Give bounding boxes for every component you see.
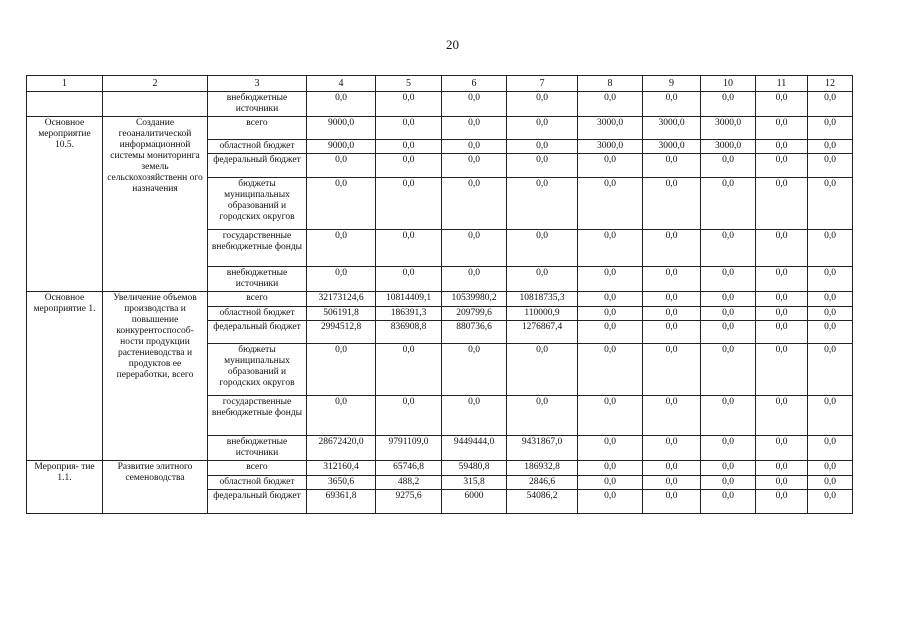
value-cell: 9000,0 (307, 140, 376, 154)
value-cell: 0,0 (756, 476, 808, 490)
value-cell: 110000,9 (507, 307, 578, 321)
value-cell: 0,0 (442, 154, 507, 178)
column-number: 5 (376, 76, 442, 92)
value-cell: 186932,8 (507, 461, 578, 476)
value-cell: 0,0 (442, 140, 507, 154)
value-cell: 10539980,2 (442, 292, 507, 307)
activity-number-cell: Основное мероприятие 10.5. (27, 117, 103, 292)
value-cell: 28672420,0 (307, 436, 376, 461)
value-cell: 0,0 (376, 178, 442, 230)
value-cell: 0,0 (442, 344, 507, 396)
value-cell: 0,0 (578, 321, 643, 344)
value-cell: 0,0 (376, 230, 442, 267)
value-cell: 0,0 (643, 92, 701, 117)
value-cell: 0,0 (808, 321, 853, 344)
value-cell: 0,0 (643, 436, 701, 461)
value-cell: 9000,0 (307, 117, 376, 140)
funding-source-cell: бюджеты муниципальных образований и городских округов (208, 178, 307, 230)
value-cell: 0,0 (643, 344, 701, 396)
value-cell: 9791109,0 (376, 436, 442, 461)
funding-source-cell: государственные внебюджетные фонды (208, 396, 307, 436)
funding-source-cell: областной бюджет (208, 307, 307, 321)
value-cell: 0,0 (808, 230, 853, 267)
value-cell: 0,0 (307, 267, 376, 292)
value-cell: 880736,6 (442, 321, 507, 344)
value-cell: 0,0 (442, 178, 507, 230)
value-cell: 0,0 (701, 92, 756, 117)
value-cell: 0,0 (643, 230, 701, 267)
funding-source-cell: областной бюджет (208, 476, 307, 490)
value-cell: 0,0 (808, 117, 853, 140)
value-cell: 69361,8 (307, 490, 376, 514)
column-number: 4 (307, 76, 376, 92)
value-cell: 0,0 (643, 490, 701, 514)
budget-table (26, 75, 853, 514)
value-cell: 0,0 (507, 344, 578, 396)
value-cell: 0,0 (507, 267, 578, 292)
value-cell: 3000,0 (643, 140, 701, 154)
value-cell: 0,0 (376, 267, 442, 292)
activity-name-cell: Развитие элитного семеноводства (103, 461, 208, 514)
funding-source-cell: всего (208, 292, 307, 307)
value-cell: 0,0 (756, 490, 808, 514)
activity-name-cell (103, 92, 208, 117)
value-cell: 0,0 (756, 307, 808, 321)
value-cell: 0,0 (643, 292, 701, 307)
funding-source-cell: всего (208, 461, 307, 476)
value-cell: 0,0 (442, 117, 507, 140)
value-cell: 9449444,0 (442, 436, 507, 461)
value-cell: 0,0 (507, 154, 578, 178)
value-cell: 0,0 (808, 344, 853, 396)
value-cell: 0,0 (578, 267, 643, 292)
funding-source-cell: бюджеты муниципальных образований и городских округов (208, 344, 307, 396)
value-cell: 0,0 (376, 344, 442, 396)
value-cell: 10818735,3 (507, 292, 578, 307)
value-cell: 0,0 (507, 178, 578, 230)
value-cell: 0,0 (808, 178, 853, 230)
value-cell: 0,0 (376, 154, 442, 178)
value-cell: 0,0 (756, 321, 808, 344)
value-cell: 0,0 (442, 267, 507, 292)
value-cell: 0,0 (701, 321, 756, 344)
value-cell: 0,0 (701, 396, 756, 436)
value-cell: 0,0 (808, 396, 853, 436)
table-row (27, 92, 853, 117)
column-number: 7 (507, 76, 578, 92)
column-number-row (27, 76, 853, 92)
value-cell: 0,0 (507, 230, 578, 267)
value-cell: 0,0 (756, 292, 808, 307)
value-cell: 0,0 (701, 461, 756, 476)
funding-source-cell: всего (208, 117, 307, 140)
value-cell: 0,0 (756, 436, 808, 461)
page-number: 20 (446, 37, 459, 52)
value-cell: 0,0 (756, 344, 808, 396)
value-cell: 0,0 (442, 92, 507, 117)
value-cell: 0,0 (643, 396, 701, 436)
value-cell: 1276867,4 (507, 321, 578, 344)
value-cell: 0,0 (808, 92, 853, 117)
value-cell: 0,0 (578, 230, 643, 267)
value-cell: 0,0 (307, 178, 376, 230)
table-row (27, 292, 853, 307)
column-number: 8 (578, 76, 643, 92)
value-cell: 3000,0 (643, 117, 701, 140)
value-cell: 0,0 (643, 178, 701, 230)
value-cell: 0,0 (578, 154, 643, 178)
value-cell: 0,0 (756, 267, 808, 292)
value-cell: 0,0 (307, 230, 376, 267)
table-row (27, 117, 853, 140)
value-cell: 0,0 (578, 461, 643, 476)
value-cell: 2846,6 (507, 476, 578, 490)
value-cell: 0,0 (808, 490, 853, 514)
value-cell: 0,0 (643, 154, 701, 178)
activity-name-cell: Создание геоаналитической информационной системы мониторинга земель сельскохозяйственн ого назначения (103, 117, 208, 292)
value-cell: 0,0 (578, 292, 643, 307)
value-cell: 0,0 (643, 461, 701, 476)
value-cell: 65746,8 (376, 461, 442, 476)
funding-source-cell: федеральный бюджет (208, 490, 307, 514)
column-number: 9 (643, 76, 701, 92)
value-cell: 0,0 (756, 178, 808, 230)
funding-source-cell: федеральный бюджет (208, 154, 307, 178)
value-cell: 0,0 (442, 396, 507, 436)
value-cell: 0,0 (701, 154, 756, 178)
funding-source-cell: государственные внебюджетные фонды (208, 230, 307, 267)
value-cell: 0,0 (701, 178, 756, 230)
value-cell: 0,0 (756, 396, 808, 436)
value-cell: 0,0 (507, 140, 578, 154)
value-cell: 3000,0 (701, 117, 756, 140)
value-cell: 0,0 (701, 267, 756, 292)
value-cell: 0,0 (756, 117, 808, 140)
value-cell: 0,0 (756, 140, 808, 154)
value-cell: 0,0 (376, 396, 442, 436)
value-cell: 0,0 (578, 476, 643, 490)
activity-name-cell: Увеличение объемов производства и повышение конкурентоспособ- ности продукции растениеводства и продуктов ее переработки, всего (103, 292, 208, 461)
value-cell: 0,0 (307, 92, 376, 117)
value-cell: 0,0 (756, 92, 808, 117)
value-cell: 0,0 (376, 140, 442, 154)
value-cell: 0,0 (643, 267, 701, 292)
value-cell: 0,0 (578, 490, 643, 514)
value-cell: 0,0 (701, 436, 756, 461)
value-cell: 0,0 (701, 307, 756, 321)
value-cell: 506191,8 (307, 307, 376, 321)
value-cell: 0,0 (808, 267, 853, 292)
value-cell: 0,0 (307, 396, 376, 436)
value-cell: 3650,6 (307, 476, 376, 490)
value-cell: 9431867,0 (507, 436, 578, 461)
value-cell: 0,0 (808, 154, 853, 178)
column-number: 12 (808, 76, 853, 92)
value-cell: 0,0 (376, 92, 442, 117)
value-cell: 312160,4 (307, 461, 376, 476)
value-cell: 59480,8 (442, 461, 507, 476)
value-cell: 315,8 (442, 476, 507, 490)
value-cell: 0,0 (507, 117, 578, 140)
column-number: 10 (701, 76, 756, 92)
value-cell: 3000,0 (578, 140, 643, 154)
value-cell: 0,0 (643, 321, 701, 344)
value-cell: 0,0 (808, 292, 853, 307)
table-row (27, 461, 853, 476)
value-cell: 0,0 (701, 230, 756, 267)
value-cell: 0,0 (756, 461, 808, 476)
column-number: 3 (208, 76, 307, 92)
value-cell: 3000,0 (578, 117, 643, 140)
value-cell: 0,0 (578, 307, 643, 321)
activity-number-cell: Основное мероприятие 1. (27, 292, 103, 461)
value-cell: 0,0 (756, 230, 808, 267)
column-number: 6 (442, 76, 507, 92)
column-number: 1 (27, 76, 103, 92)
funding-source-cell: областной бюджет (208, 140, 307, 154)
value-cell: 0,0 (578, 92, 643, 117)
column-number: 2 (103, 76, 208, 92)
value-cell: 0,0 (701, 292, 756, 307)
value-cell: 0,0 (808, 307, 853, 321)
funding-source-cell: внебюджетные источники (208, 436, 307, 461)
column-number: 11 (756, 76, 808, 92)
value-cell: 54086,2 (507, 490, 578, 514)
value-cell: 0,0 (578, 396, 643, 436)
value-cell: 10814409,1 (376, 292, 442, 307)
value-cell: 0,0 (808, 461, 853, 476)
value-cell: 32173124,6 (307, 292, 376, 307)
value-cell: 836908,8 (376, 321, 442, 344)
activity-number-cell (27, 92, 103, 117)
value-cell: 0,0 (643, 307, 701, 321)
value-cell: 0,0 (643, 476, 701, 490)
activity-number-cell: Мероприя- тие 1.1. (27, 461, 103, 514)
value-cell: 0,0 (701, 490, 756, 514)
value-cell: 0,0 (507, 92, 578, 117)
value-cell: 6000 (442, 490, 507, 514)
value-cell: 488,2 (376, 476, 442, 490)
value-cell: 0,0 (307, 154, 376, 178)
value-cell: 3000,0 (701, 140, 756, 154)
value-cell: 209799,6 (442, 307, 507, 321)
value-cell: 0,0 (442, 230, 507, 267)
funding-source-cell: федеральный бюджет (208, 321, 307, 344)
funding-source-cell: внебюджетные источники (208, 267, 307, 292)
value-cell: 0,0 (578, 344, 643, 396)
value-cell: 0,0 (808, 436, 853, 461)
value-cell: 2994512,8 (307, 321, 376, 344)
funding-source-cell: внебюджетные источники (208, 92, 307, 117)
value-cell: 0,0 (376, 117, 442, 140)
value-cell: 0,0 (808, 476, 853, 490)
value-cell: 186391,3 (376, 307, 442, 321)
value-cell: 0,0 (808, 140, 853, 154)
value-cell: 0,0 (307, 344, 376, 396)
value-cell: 0,0 (578, 178, 643, 230)
value-cell: 0,0 (507, 396, 578, 436)
value-cell: 9275,6 (376, 490, 442, 514)
value-cell: 0,0 (578, 436, 643, 461)
value-cell: 0,0 (701, 476, 756, 490)
value-cell: 0,0 (701, 344, 756, 396)
value-cell: 0,0 (756, 154, 808, 178)
